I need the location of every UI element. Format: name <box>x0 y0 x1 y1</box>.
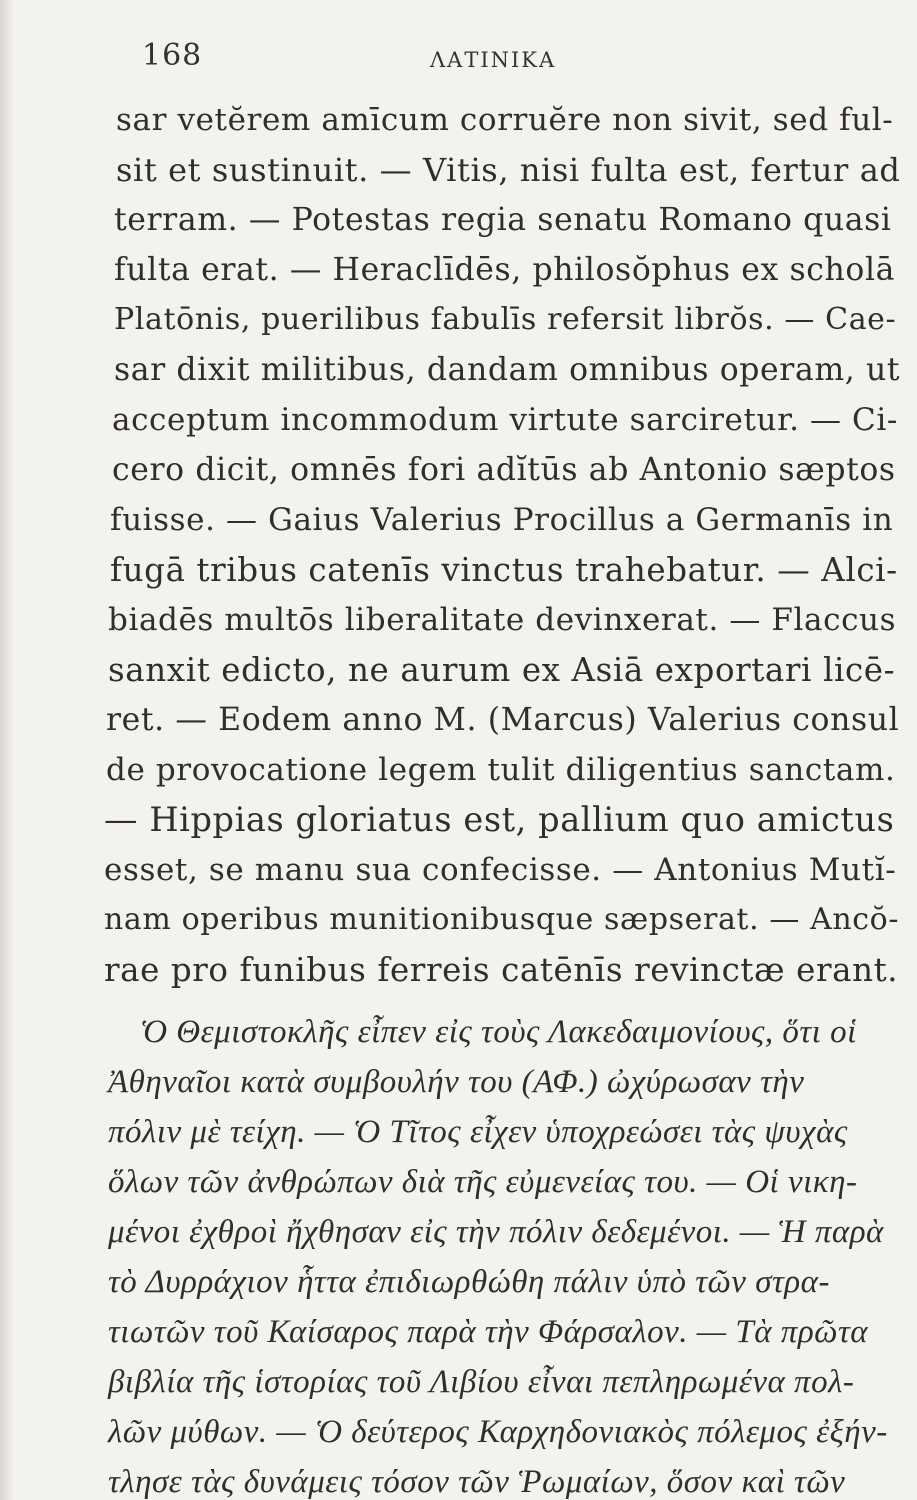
latin-line: ret. — Eodem anno M. (Marcus) Valerius consul <box>106 702 900 738</box>
running-head: ΛΑΤΙΝΙΚΑ <box>430 48 557 72</box>
latin-line: — Hippias gloriatus est, pallium quo amictus <box>104 800 895 839</box>
latin-line: fulta erat. — Heraclīdēs, philosŏphus ex scholā <box>114 252 896 288</box>
latin-line: sar dixit militibus, dandam omnibus operam, ut <box>114 352 901 388</box>
latin-line: fugā tribus catenīs vinctus trahebatur. — Alci- <box>110 551 898 589</box>
greek-line: Ὁ Θεμιστοκλῆς εἶπεν εἰς τοὺς Λακεδαιμονίους, ὅτι οἱ <box>140 1014 857 1050</box>
latin-line: cero dicit, omnēs fori adĭtūs ab Antonio sæptos <box>112 452 896 488</box>
greek-line: τὸ Δυρράχιον ἧττα ἐπιδιωρθώθη πάλιν ὑπὸ τῶν στρα- <box>108 1264 830 1300</box>
greek-line: πόλιν μὲ τείχη. — Ὁ Τῖτος εἶχεν ὑποχρεώσει τὰς ψυχὰς <box>108 1114 848 1150</box>
latin-line: de provocatione legem tulit diligentius sanctam. <box>106 752 896 788</box>
page-number: 168 <box>142 38 203 73</box>
latin-line: fuisse. — Gaius Valerius Procillus a Germanīs in <box>110 502 894 538</box>
latin-line: nam operibus munitionibusque sæpserat. — Ancŏ- <box>104 902 900 937</box>
latin-line: biadēs multōs liberalitate devinxerat. — Flaccus <box>108 602 897 638</box>
latin-line: esset, se manu sua confecisse. — Antonius Mutĭ- <box>104 852 897 888</box>
latin-line: acceptum incommodum virtute sarciretur. — Ci- <box>112 402 898 438</box>
latin-line: sar vetĕrem amīcum corruĕre non sivit, sed ful- <box>116 102 894 138</box>
greek-line: βιβλία τῆς ἱστορίας τοῦ Λιβίου εἶναι πεπληρωμένα πολ- <box>108 1364 855 1400</box>
greek-line: μένοι ἐχθροὶ ἤχθησαν εἰς τὴν πόλιν δεδεμένοι. — Ἡ παρὰ <box>108 1214 884 1250</box>
greek-line: ὅλων τῶν ἀνθρώπων διὰ τῆς εὐμενείας του. — Οἱ νικη- <box>108 1164 858 1200</box>
greek-line: τιωτῶν τοῦ Καίσαρος παρὰ τὴν Φάρσαλον. — Τὰ πρῶτα <box>108 1314 869 1350</box>
page-header <box>0 38 917 78</box>
latin-line: terram. — Potestas regia senatu Romano quasi <box>114 202 892 238</box>
latin-line: rae pro funibus ferreis catēnīs revinctæ erant. <box>104 951 899 989</box>
greek-line: τλησε τὰς δυνάμεις τόσον τῶν Ῥωμαίων, ὅσον καὶ τῶν <box>108 1464 846 1500</box>
greek-line: λῶν μύθων. — Ὁ δεύτερος Καρχηδονιακὸς πόλεμος ἐξήν- <box>108 1414 888 1450</box>
latin-line: Platōnis, puerilibus fabulīs refersit librŏs. — Cae- <box>114 302 897 337</box>
greek-line: Ἀθηναῖοι κατὰ συμβουλήν του (ΑΦ.) ὠχύρωσαν τὴν <box>108 1064 805 1100</box>
latin-line: sit et sustinuit. — Vitis, nisi fulta est, fertur ad <box>116 151 901 189</box>
latin-line: sanxit edicto, ne aurum ex Asiā exportari licē- <box>108 651 896 689</box>
